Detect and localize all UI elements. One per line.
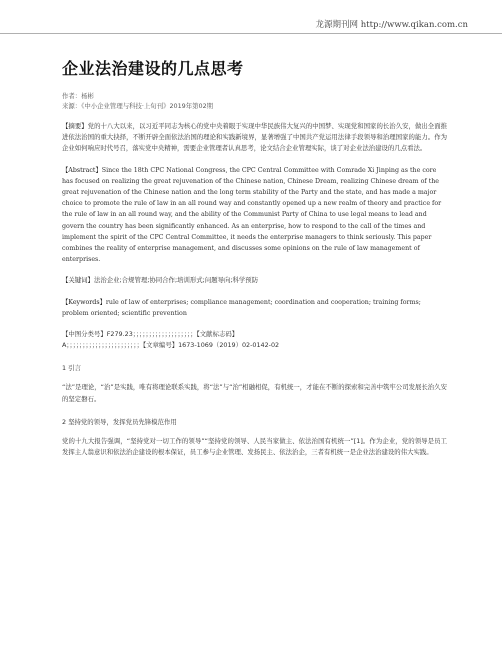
classification-line-1: 【中图分类号】F279.23；；；；；；；；；；；；；；；；；；；【文献标志码】: [62, 330, 239, 339]
abstract-cn: [62, 121, 447, 155]
abstract-en-text: Since the 18th CPC National Congress, the CPC Central Committee with Comrade Xi Jinping as the core has focused on realizing the great rejuvenation of the Chinese nation, Chinese Dream, realizing Chinese dream of the great rejuvenation of the Chinese nation and the long term stability of the Party and the state, and has made a major choice to promote the rule of law in an all round way and constantly opened up a new realm of theory and practice for the rule of law in an all round way, and the ability of the Communist Party of China to use legal means to lead and govern the country has been significantly enhanced. As an enterprise, how to respond to the call of the times and implement the spirit of the CPC Central Committee, it needs the enterprise managers to think seriously. This paper combines the reality of enterprise management, and discusses some opinions on the rule of law management of enterprises.: [62, 166, 442, 264]
article-title: 企业法治建设的几点思考: [62, 59, 244, 78]
section-1-text: “法”是理论，“治”是实践，唯有将理论联系实践，将“法”与“治”相融相促，有机统一，才能在不断的探索和完善中筑牢公司发展长治久安的坚定磐石。: [62, 383, 447, 403]
article-source: 来源：《中小企业管理与科技·上旬刊》2019年第02期: [62, 102, 214, 110]
abstract-cn-label: 【摘要】: [62, 122, 88, 130]
keywords-cn-label: 【关键词】: [62, 276, 94, 285]
keywords-en-text: rule of law of enterprises; compliance management; coordination and cooperation; training forms; problem oriented; scientific prevention: [62, 298, 421, 317]
article-body: [62, 56, 447, 458]
section-2-heading: 2 坚持党的领导，发挥党员先锋模范作用: [62, 417, 177, 426]
site-header: 龙源期刊网 http://www.qikan.com.cn: [315, 20, 468, 30]
keywords-cn: [62, 275, 447, 286]
abstract-en: [62, 165, 447, 266]
section-1-heading: 1 引言: [62, 364, 81, 373]
abstract-en-label: 【Abstract】: [62, 166, 102, 174]
keywords-cn-text: 法治企业;合规管理;协同合作;培训形式;问题导向;科学预防: [93, 276, 259, 285]
keywords-en-label: 【Keywords】: [62, 298, 106, 306]
section-2-text: 党的十九大报告强调，“坚持党对一切工作的领导”“坚持党的领导、人民当家做主、依法治国有机统一”[1]。作为企业，党的领导是员工发挥主人翁意识和依法治企建设的根本保证，员工参与企业管理、发扬民主、依法治企，三者有机统一是企业法治建设的伟大实践。: [62, 436, 447, 457]
classification-line-2: A；；；；；；；；；；；；；；；；；；；；；；；【文章编号】1673-1069（2019）02-0142-02: [62, 341, 280, 350]
abstract-cn-text: 党的十八大以来，以习近平同志为核心的党中央着眼于实现中华民族伟大复兴的中国梦、实现党和国家的长治久安，做出全面推进依法治国的重大抉择，不断开辟全面依法治国的理论和实践新境界，显著增强了中国共产党运用法律手段领导和治理国家的能力。作为企业如何响应时代号召，落实党中央精神，需要企业管理者认真思考，论文结合企业管理实际，谈了对企业法治建设的几点看法。: [62, 122, 448, 153]
classification-info: [62, 329, 447, 351]
keywords-en: [62, 297, 447, 319]
header-divider: [0, 33, 502, 34]
article-author: 作者：杨彬: [62, 92, 94, 100]
